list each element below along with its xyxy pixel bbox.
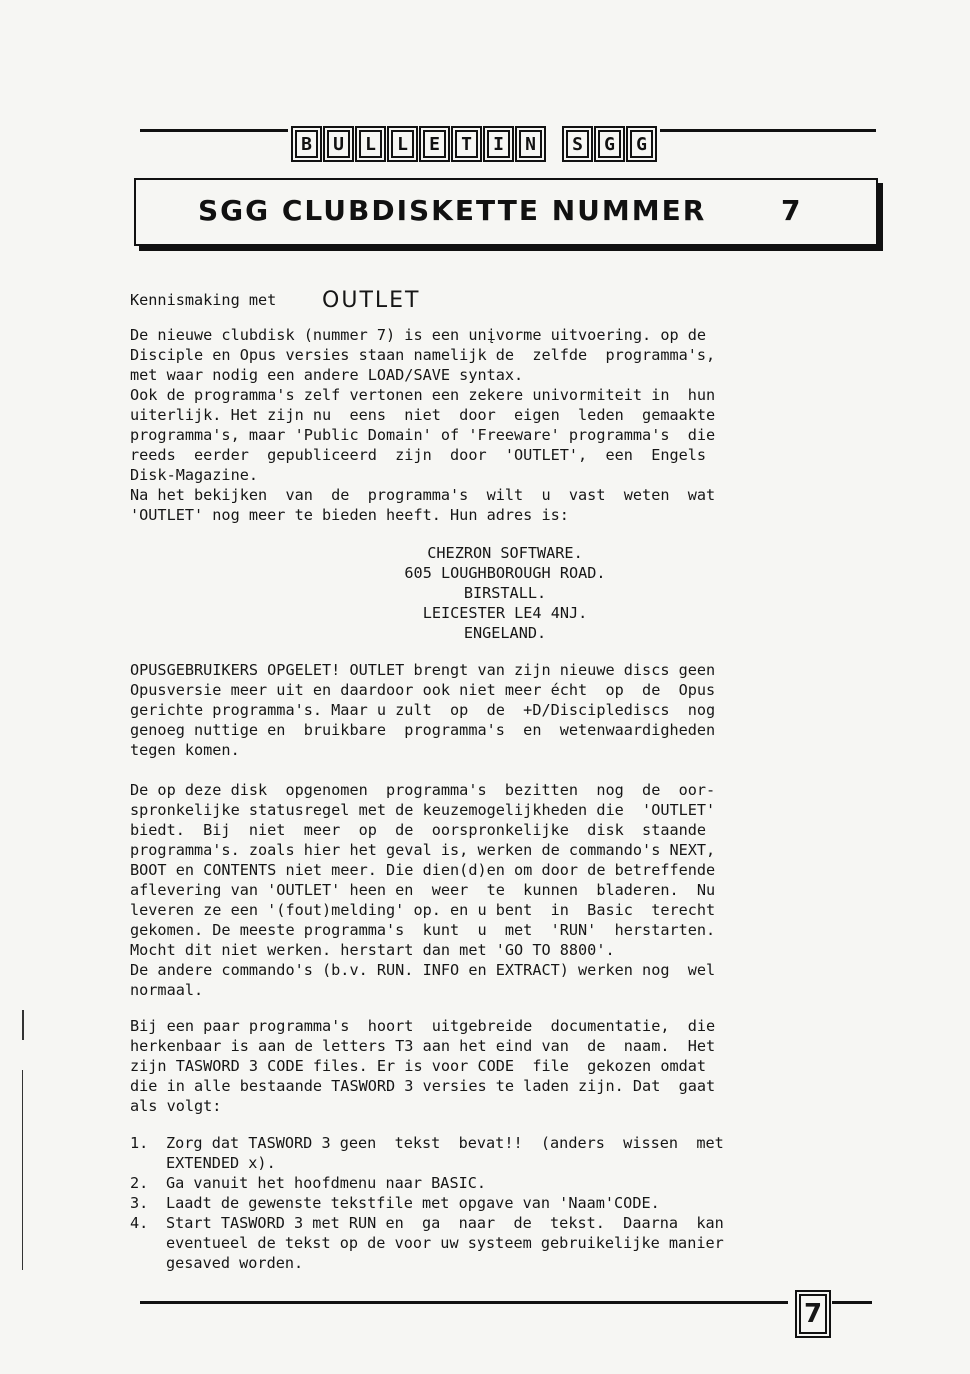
title-box — [134, 178, 878, 246]
outlet-name: OUTLET — [322, 288, 421, 313]
address-block — [230, 543, 780, 643]
logo-space — [547, 126, 561, 158]
paragraph-2: OPUSGEBRUIKERS OPGELET! OUTLET brengt van zijn nieuwe discs geen Opusversie meer uit en daardoor ook niet meer écht op de Opus gerichte programma's. Maar u zult op de +D/Disciplediscs nog genoeg nuttige en bruikbare programma's en wetenwaardigheden tegen komen. — [130, 661, 716, 759]
list-item — [130, 1193, 882, 1213]
bulletin-logo — [288, 126, 660, 162]
address-line: LEICESTER LE4 4NJ. — [422, 604, 588, 622]
step-text: Start TASWORD 3 met RUN en ga naar de tekst. Daarna kan eventueel de tekst op de voor uw systeem gebruikelijke manier gesaved worden. — [166, 1214, 724, 1272]
step-number: 4. — [130, 1214, 149, 1232]
margin-mark — [22, 1010, 24, 1040]
list-item — [130, 1213, 882, 1273]
issue-number: 7 — [781, 194, 801, 227]
list-item — [130, 1173, 882, 1193]
page-number: 7 — [795, 1290, 831, 1338]
logo-letter: N — [515, 126, 546, 162]
logo-letter: B — [291, 126, 322, 162]
step-number: 2. — [130, 1174, 149, 1192]
page-title: SGG CLUBDISKETTE NUMMER — [198, 194, 707, 227]
step-text: Ga vanuit het hoofdmenu naar BASIC. — [166, 1174, 487, 1192]
footer-rule — [140, 1301, 788, 1304]
steps-list — [130, 1133, 882, 1273]
step-number: 1. — [130, 1134, 149, 1152]
address-line: CHEZRON SOFTWARE. — [427, 544, 583, 562]
paragraph-4: Bij een paar programma's hoort uitgebreide documentatie, die herkenbaar is aan de letters T3 aan het eind van de naam. Het zijn TASWORD 3 CODE files. Er is voor CODE file gekozen omdat die in alle bestaande TASWORD 3 versies te laden zijn. Dat gaat als volgt: — [130, 1017, 716, 1115]
paragraph-1: De nieuwe clubdisk (nummer 7) is een unįvorme uitvoering. op de Disciple en Opus versies staan namelijk de zelfde programma's, met waar nodig een andere LOAD/SAVE syntax. Ook de programma's zelf vertonen een zekere univormiteit in hun uiterlijk. Het zijn nu eens niet door eigen leden gemaakte programma's, maar 'Public Domain' of 'Freeware' programma's die reeds eerder gepubliceerd zijn door 'OUTLET', een Engels Disk-Magazine. Na het bekijken van de programma's wilt u vast weten wat 'OUTLET' nog meer te bieden heeft. Hun adres is: — [130, 326, 716, 524]
logo-letter: U — [323, 126, 354, 162]
logo-letter: I — [483, 126, 514, 162]
address-line: 605 LOUGHBOROUGH ROAD. — [404, 564, 606, 582]
logo-letter: L — [355, 126, 386, 162]
logo-letter: L — [387, 126, 418, 162]
step-text: Laadt de gewenste tekstfile met opgave van 'Naam'CODE. — [166, 1194, 660, 1212]
address-line: ENGELAND. — [463, 624, 547, 642]
footer-rule-right — [832, 1301, 872, 1304]
logo-letter: E — [419, 126, 450, 162]
logo-letter: S — [562, 126, 593, 162]
intro-prefix: Kennismaking met — [130, 291, 277, 309]
logo-letter: G — [626, 126, 657, 162]
logo-letter: T — [451, 126, 482, 162]
step-number: 3. — [130, 1194, 149, 1212]
paragraph-3: De op deze disk opgenomen programma's bezitten nog de oor- spronkelijke statusregel met de keuzemogelijkheden die 'OUTLET' biedt. Bij niet meer op de oorspronkelijke disk staande programma's. zoals hier het geval is, werken de commando's NEXT, BOOT en CONTENTS niet meer. Die dien(d)en om door de betreffende aflevering van 'OUTLET' heen en weer te kunnen bladeren. Nu leveren ze een '(fout)melding' op. en u bent in Basic terecht gekomen. De meeste programma's kunt u met 'RUN' herstarten. Mocht dit niet werken. herstart dan met 'GO TO 8800'. De andere commando's (b.v. RUN. INFO en EXTRACT) werken nog wel normaal. — [130, 781, 716, 999]
address-line: BIRSTALL. — [463, 584, 547, 602]
step-text: Zorg dat TASWORD 3 geen tekst bevat!! (anders wissen met EXTENDED x). — [166, 1134, 724, 1172]
list-item — [130, 1133, 882, 1173]
logo-letter: G — [594, 126, 625, 162]
margin-mark — [22, 1070, 23, 1270]
intro-line — [130, 290, 882, 311]
